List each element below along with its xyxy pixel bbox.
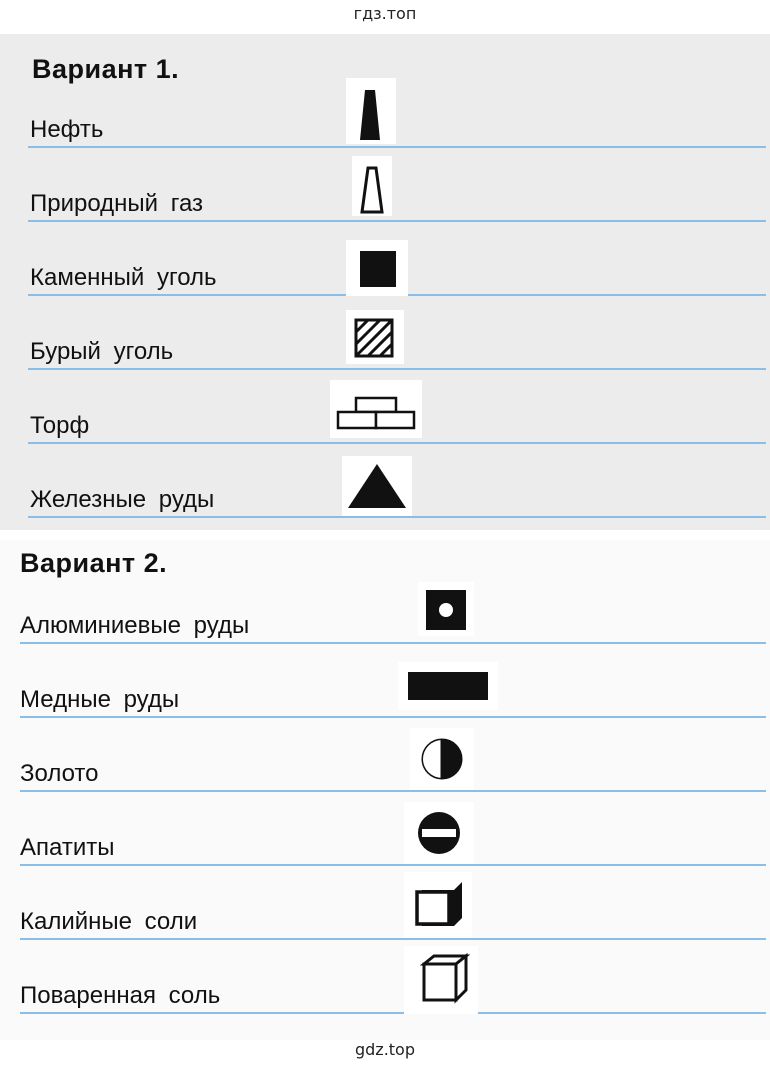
legend-label: Золото bbox=[20, 760, 99, 787]
legend-label: Поваренная соль bbox=[20, 982, 221, 1009]
half-filled-circle-icon bbox=[410, 728, 474, 790]
legend-label: Калийные соли bbox=[20, 908, 198, 935]
legend-label: Медные руды bbox=[20, 686, 180, 713]
legend-label: Апатиты bbox=[20, 834, 115, 861]
square-with-dot-icon bbox=[418, 582, 474, 636]
ruled-line bbox=[20, 1012, 766, 1014]
legend-row-oil bbox=[0, 72, 770, 146]
legend-label: Нефть bbox=[30, 116, 104, 143]
bricks-icon bbox=[330, 380, 422, 438]
legend-label: Алюминиевые руды bbox=[20, 612, 250, 639]
legend-row-hard-coal bbox=[0, 220, 770, 294]
legend-row-aluminium-ore bbox=[0, 568, 770, 642]
natural-gas-symbol-icon bbox=[352, 156, 392, 216]
variant-1-section bbox=[0, 34, 770, 530]
legend-row-gold bbox=[0, 716, 770, 790]
black-triangle-icon bbox=[342, 456, 412, 516]
variant-2-title: Вариант 2. bbox=[20, 548, 168, 578]
watermark-top: гдз.топ bbox=[353, 4, 417, 23]
legend-row-table-salt bbox=[0, 938, 770, 1012]
legend-label: Бурый уголь bbox=[30, 338, 174, 365]
ruled-line bbox=[28, 516, 766, 518]
circle-with-bar-icon bbox=[404, 802, 474, 864]
black-rectangle-icon bbox=[398, 662, 498, 710]
watermark-bottom: gdz.top bbox=[354, 1040, 415, 1059]
open-cube-icon bbox=[404, 872, 472, 938]
variant-1-title: Вариант 1. bbox=[32, 54, 180, 84]
legend-row-gas bbox=[0, 146, 770, 220]
legend-row-copper-ore bbox=[0, 642, 770, 716]
black-square-icon bbox=[346, 240, 408, 296]
legend-row-iron-ore bbox=[0, 442, 770, 516]
legend-row-peat bbox=[0, 368, 770, 442]
legend-row-apatite bbox=[0, 790, 770, 864]
legend-label: Каменный уголь bbox=[30, 264, 217, 291]
legend-label: Железные руды bbox=[30, 486, 215, 513]
oil-symbol-icon bbox=[346, 78, 396, 144]
legend-label: Торф bbox=[30, 412, 90, 439]
legend-label: Природный газ bbox=[30, 190, 204, 217]
variant-2-section bbox=[0, 540, 770, 1040]
legend-row-brown-coal bbox=[0, 294, 770, 368]
hatched-square-icon bbox=[346, 310, 404, 364]
legend-row-potash-salts bbox=[0, 864, 770, 938]
cube-outline-icon bbox=[404, 946, 478, 1014]
